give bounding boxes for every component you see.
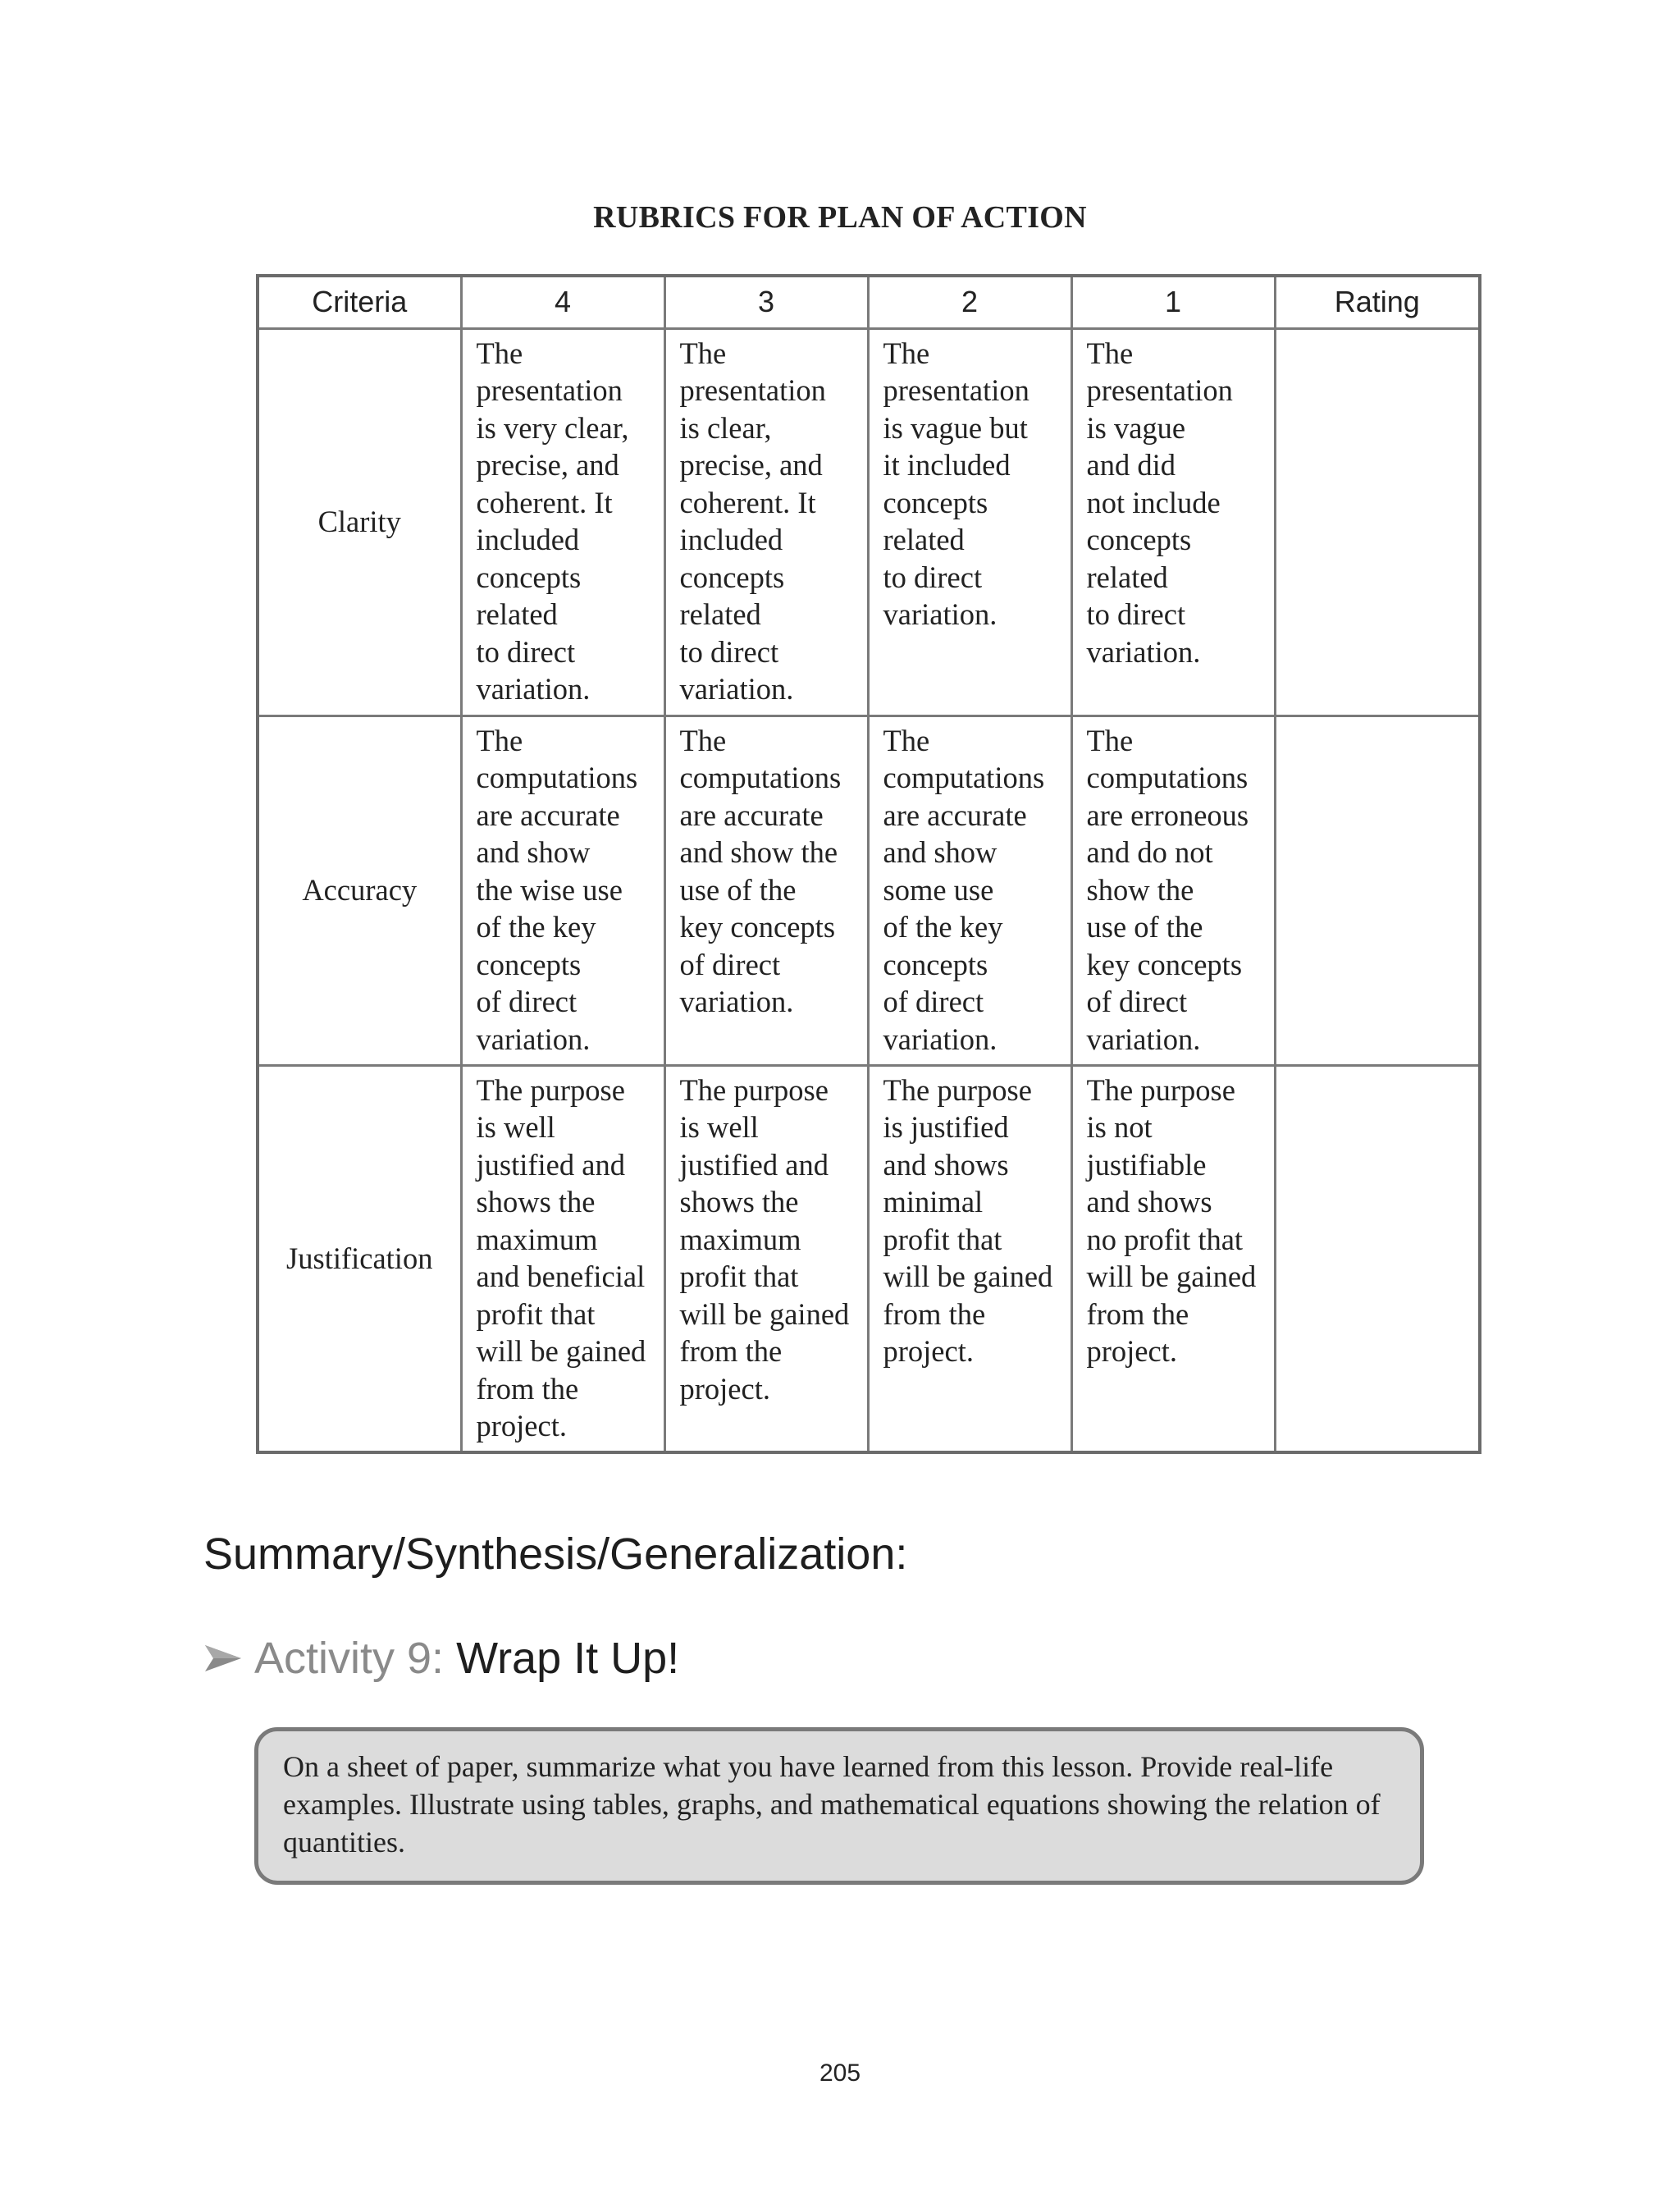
header-score-3: 3 bbox=[664, 276, 868, 328]
header-score-4: 4 bbox=[461, 276, 664, 328]
accuracy-level-3: The computations are accurate and show the use of the key concepts of direct variation. bbox=[664, 716, 868, 1065]
header-score-1: 1 bbox=[1071, 276, 1275, 328]
justification-level-1: The purpose is not justifiable and shows no profit that will be gained from the project. bbox=[1071, 1065, 1275, 1452]
rubric-row-accuracy bbox=[258, 716, 1480, 1065]
justification-level-2: The purpose is justified and shows minimal profit that will be gained from the project. bbox=[868, 1065, 1071, 1452]
accuracy-level-2: The computations are accurate and show some use of the key concepts of direct variation. bbox=[868, 716, 1071, 1065]
criterion-accuracy: Accuracy bbox=[258, 716, 461, 1065]
accuracy-level-1: The computations are erroneous and do not show the use of the key concepts of direct variation. bbox=[1071, 716, 1275, 1065]
header-criteria: Criteria bbox=[258, 276, 461, 328]
header-score-2: 2 bbox=[868, 276, 1071, 328]
activity-heading bbox=[203, 1633, 679, 1684]
activity-instruction-box bbox=[254, 1727, 1424, 1885]
rubric-table bbox=[256, 274, 1481, 1454]
activity-title: Wrap It Up! bbox=[456, 1634, 680, 1683]
clarity-rating-cell[interactable] bbox=[1275, 328, 1480, 716]
clarity-level-4: The presentation is very clear, precise, and coherent. It included concepts related to direct variation. bbox=[461, 328, 664, 716]
clarity-level-1: The presentation is vague and did not include concepts related to direct variation. bbox=[1071, 328, 1275, 716]
criterion-clarity: Clarity bbox=[258, 328, 461, 716]
justification-level-3: The purpose is well justified and shows the maximum profit that will be gained from the project. bbox=[664, 1065, 868, 1452]
page-number: 205 bbox=[819, 2060, 861, 2087]
accuracy-rating-cell[interactable] bbox=[1275, 716, 1480, 1065]
header-rating: Rating bbox=[1275, 276, 1480, 328]
justification-rating-cell[interactable] bbox=[1275, 1065, 1480, 1452]
activity-instruction-text: On a sheet of paper, summarize what you have learned from this lesson. Provide real-life examples. Illustrate using tables, graphs, and mathematical equations showing the relation of quantities. bbox=[283, 1750, 1381, 1859]
clarity-level-3: The presentation is clear, precise, and coherent. It included concepts related to direct variation. bbox=[664, 328, 868, 716]
clarity-level-2: The presentation is vague but it included concepts related to direct variation. bbox=[868, 328, 1071, 716]
summary-heading: Summary/Synthesis/Generalization: bbox=[203, 1529, 908, 1579]
activity-number-label: Activity 9: bbox=[254, 1634, 445, 1683]
justification-level-4: The purpose is well justified and shows the maximum and beneficial profit that will be gained from the project. bbox=[461, 1065, 664, 1452]
rubric-row-justification bbox=[258, 1065, 1480, 1452]
criterion-justification: Justification bbox=[258, 1065, 461, 1452]
accuracy-level-4: The computations are accurate and show the wise use of the key concepts of direct variation. bbox=[461, 716, 664, 1065]
rubric-header-row bbox=[258, 276, 1480, 328]
rubric-title: RUBRICS FOR PLAN OF ACTION bbox=[593, 200, 1087, 235]
arrow-right-icon bbox=[203, 1634, 243, 1667]
rubric-row-clarity bbox=[258, 328, 1480, 716]
